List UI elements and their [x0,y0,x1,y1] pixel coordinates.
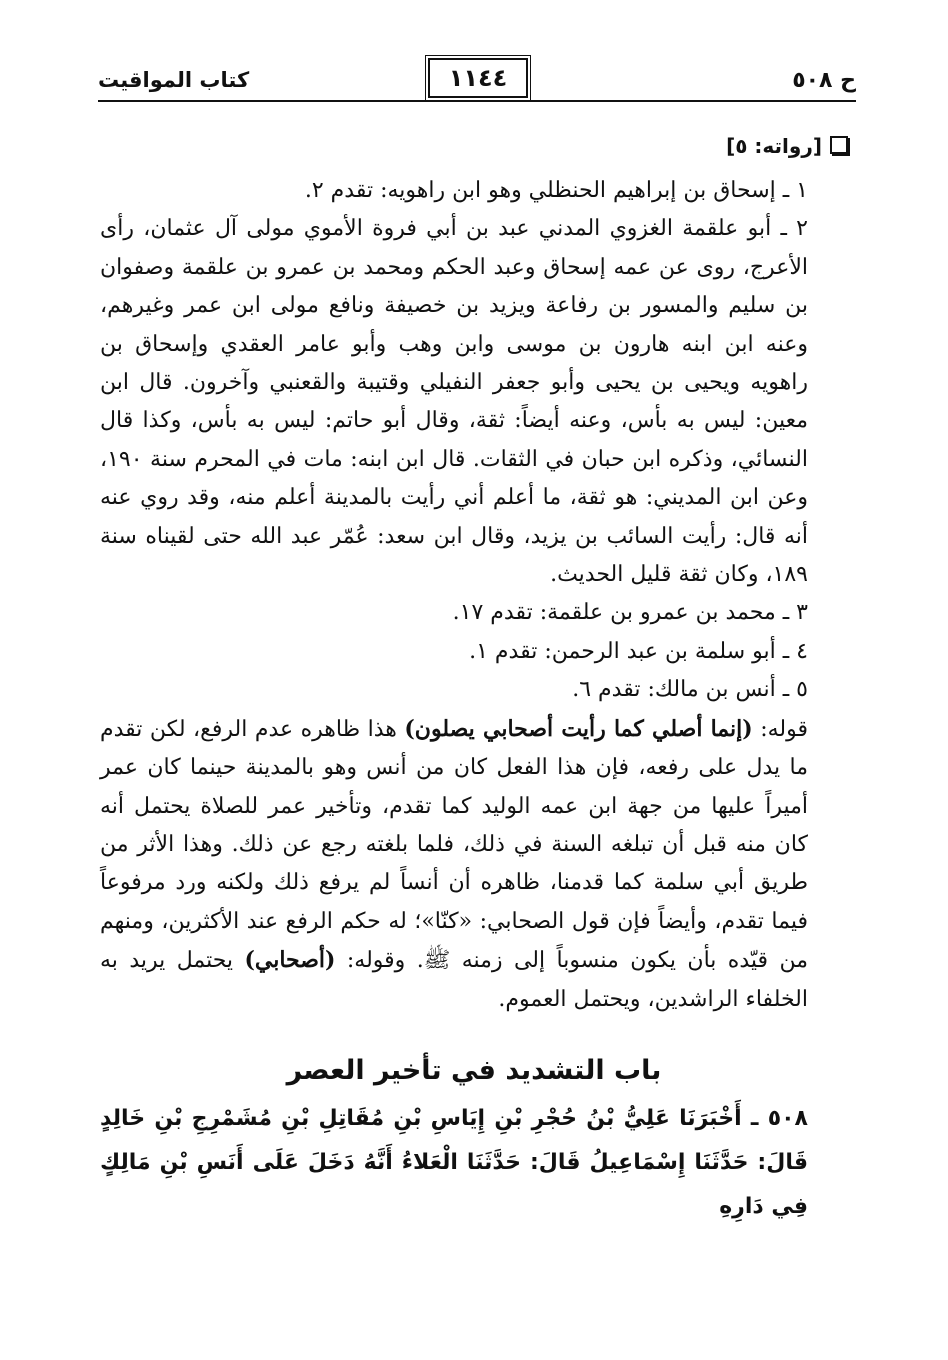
narrator-entry-1: ١ ـ إسحاق بن إبراهيم الحنظلي وهو ابن راهويه: تقدم ٢. [304,178,808,203]
checkbox-square-icon [830,136,848,154]
commentary-quote-2: (أصحابي) [244,947,336,974]
chapter-title: باب التشديد في تأخير العصر [286,1054,662,1086]
header-rule [98,100,856,102]
narrator-entry-4: ٤ ـ أبو سلمة بن عبد الرحمن: تقدم ١. [469,638,808,664]
narrator-entry-3: ٣ ـ محمد بن عمرو بن علقمة: تقدم ١٧. [452,600,808,626]
page-content [100,130,848,1229]
commentary-paragraph [100,710,848,1019]
narrator-entry-2: ٢ ـ أبو علقمة الغزوي المدني عبد بن أبي فروة الأموي مولى آل عثمان، رأى الأعرج، روى عن عمه إسحاق وعبد الحكم ومحمد بن عمرو بن علقمة وصفوان بن سليم والمسور بن رفاعة ويزيد بن خصيفة ونافع مولى ابن عمر وغيرهم، وعنه ابن ابنه هارون بن موسى وابن وهب وأبو عامر العقدي وإسحاق بن راهويه ويحيى بن يحيى وأبو جعفر النفيلي وقتيبة والقعنبي وآخرون. قال ابن معين: ليس به بأس، وعنه أيضاً: ثقة، وقال أبو حاتم: ليس به بأس، وكذا قال النسائي، وذكره ابن حبان في الثقات. قال ابن ابنه: مات في المحرم سنة ١٩٠، وعن ابن المديني: هو ثقة، ما أعلم أني رأيت بالمدينة أعلم منه، وقد روي عنه أنه قال: رأيت السائب بن يزيد، وقال ابن سعد: عُمّر عبد الله حتى لقيناه سنة ١٨٩، وكان ثقة قليل الحديث. [100,216,808,588]
hadith-reference: ح ٥٠٨ [792,68,856,93]
book-title: كتاب المواقيت [98,68,250,92]
commentary-text-2: يحتمل يريد به الخلفاء الراشدين، ويحتمل العموم. [100,948,808,1012]
commentary-text-1: هذا ظاهره عدم الرفع، لكن تقدم ما يدل على رفعه، فإن هذا الفعل كان من أنس وهو بالمدينة حينما كان عمر أميراً عليها من جهة ابن عمه الوليد كما تقدم، وتأخير عمر للصلاة يحتمل أنه كان منه قبل أن تبلغه السنة في ذلك، فلما بلغته رجع عن ذلك. وهذا الأثر من طريق أبي سلمة كما قدمنا، ظاهره أن أنساً لم يرفع ذلك ولكنه ورد مرفوعاً فيما تقدم، وأيضاً فإن قول الصحابي: «كنّا»؛ له حكم الرفع عند الأكثرين، ومنهم من قيّده بأن يكون منسوباً إلى زمنه ﷺ. وقوله: [100,716,808,974]
narrator-entry-5: ٥ ـ أنس بن مالك: تقدم ٦. [572,677,808,703]
page-number: ١١٤٤ [428,58,528,98]
commentary-quote: (إنما أصلي كما رأيت أصحابي يصلون) [404,715,753,742]
narrators-heading-text: [رواته: ٥] [726,134,822,158]
narrators-heading [100,130,848,162]
commentary-intro: قوله: [752,716,808,742]
page-header [98,58,856,104]
hadith-text: ٥٠٨ ـ أَخْبَرَنَا عَلِيُّ بْنُ حُجْرِ بْنِ إِيَاسِ بْنِ مُقَاتِلِ بْنِ مُشَمْرِجِ بْنِ خَالِدٍ قَالَ: حَدَّثَنَا إِسْمَاعِيلُ قَالَ: حَدَّثَنَا الْعَلاءُ أَنَّهُ دَخَلَ عَلَى أَنَسِ بْنِ مَالِكٍ فِي دَارِهِ [100,1105,808,1219]
